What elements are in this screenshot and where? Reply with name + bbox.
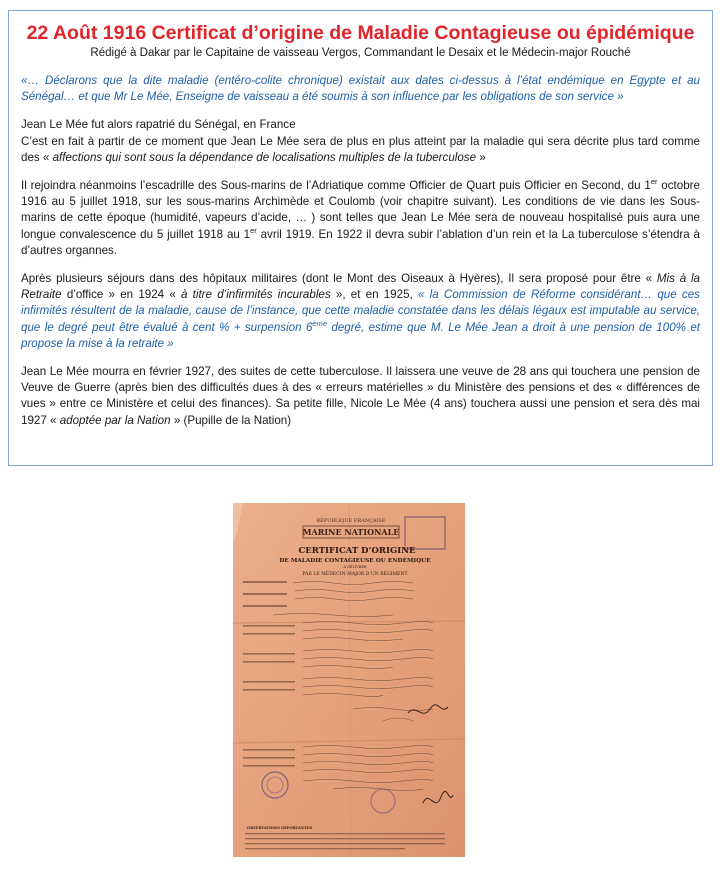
certificate-title-line2: DE MALADIE CONTAGIEUSE OU ENDÉMIQUE [279, 558, 431, 564]
italic-span: à titre d’infirmités incurables [181, 288, 331, 302]
text-span: Jean Le Mée mourra en février 1927, des suites de cette tuberculose. Il laissera une veuve de 28 ans qui touchera une pension de Veuve de Guerre (après bien des difficultés dues à des « erreurs matérielles » du Ministère des pensions et des « différences de vues » entre ce Ministère et celui des finances). Sa petite fille, Nicole Le Mée (4 ans) touchera aussi une pension et sera dès mai 1927 « [21, 365, 700, 427]
repatriation-line: Jean Le Mée fut alors rapatrié du Sénégal, en France [21, 118, 296, 132]
quote-paragraph: «… Déclarons que la dite maladie (entéro-colite chronique) existait aux dates ci-dessus à l’état endémique en Egypte et au Sénégal… et que Mr Le Mée, Enseigne de vaisseau a été soumis à son influence par les obligations de son service » [21, 74, 700, 104]
paragraph-submarines [21, 178, 700, 259]
text-span: », et en 1925, [335, 288, 413, 302]
paragraph-retirement [21, 271, 700, 352]
paragraph-death [21, 364, 700, 429]
italic-span: affections qui sont sous la dépendance de localisations multiples de la tuberculose [52, 150, 477, 164]
text-panel [8, 10, 713, 466]
certificate-photo [233, 503, 465, 857]
certificate-footer: OBSERVATIONS IMPORTANTES [247, 826, 313, 830]
text-span: degré, estime que M. Le Mée Jean a droit à une pension de 100% et propose la mise à la retraite » [21, 320, 700, 350]
text-span: Après plusieurs séjours dans des hôpitaux militaires (dont le Mont des Oiseaux à Hyères), Il sera proposé pour être « [21, 272, 653, 286]
text-span: d’office » en 1924 « [66, 288, 176, 302]
superscript: er [650, 177, 658, 187]
italic-span: adoptée par la Nation [59, 413, 171, 427]
page-subtitle: Rédigé à Dakar par le Capitaine de vaisseau Vergos, Commandant le Desaix et le Médecin-major Rouché [90, 47, 631, 59]
certificate-marine: MARINE NATIONALE [302, 527, 400, 537]
text-span: » [479, 150, 486, 164]
page-title: 22 Août 1916 Certificat d’origine de Maladie Contagieuse ou épidémique [26, 22, 695, 44]
certificate-republic: RÉPUBLIQUE FRANÇAISE [316, 518, 386, 524]
paragraph-repatriation [21, 117, 700, 166]
text-span: Il rejoindra néanmoins l’escadrille des Sous-marins de l’Adriatique comme Officier de Quart puis Officier en Second, du 1 [21, 179, 651, 193]
italic-span: Mis à la Retraite [21, 272, 700, 302]
text-span: » (Pupille de la Nation) [173, 413, 292, 427]
superscript: er [250, 225, 257, 235]
text-span: avril 1919. En 1922 il devra subir l’ablation d’un rein et la La tuberculose s’étendra à d’autres organnes. [21, 227, 700, 257]
certificate-title-line3: A DÉLIVRER [343, 565, 367, 569]
certificate-title: CERTIFICAT D’ORIGINE [298, 546, 416, 556]
text-span: C’est en fait à partir de ce moment que Jean Le Mée sera de plus en plus atteint par la maladie qui sera décrite plus tard comme des « [21, 134, 700, 164]
certificate-title-line4: PAR LE MÉDECIN-MAJOR D’UN RÉGIMENT [302, 572, 408, 577]
text-span: octobre 1916 au 5 juillet 1918, sur les sous-marins Archimède et Coulomb (voir chapitre suivant). Les conditions de vie dans les Sous-marins de cette époque (humidité, vapeurs d’acide, … ) sont telles que Jean Le Mée sera de nouveau hospitalisé puis aura une longue convalescence du 5 juillet 1918 au 1 [21, 179, 700, 241]
superscript: ème [312, 318, 327, 328]
text-span: « la Commission de Réforme considérant… que ces infirmités résultent de la maladie, cause de l’instance, que cette maladie constatée dans les délais légaux est imputable au service, que le degré peut être évalué à cent % + surpension 6 [21, 288, 700, 334]
